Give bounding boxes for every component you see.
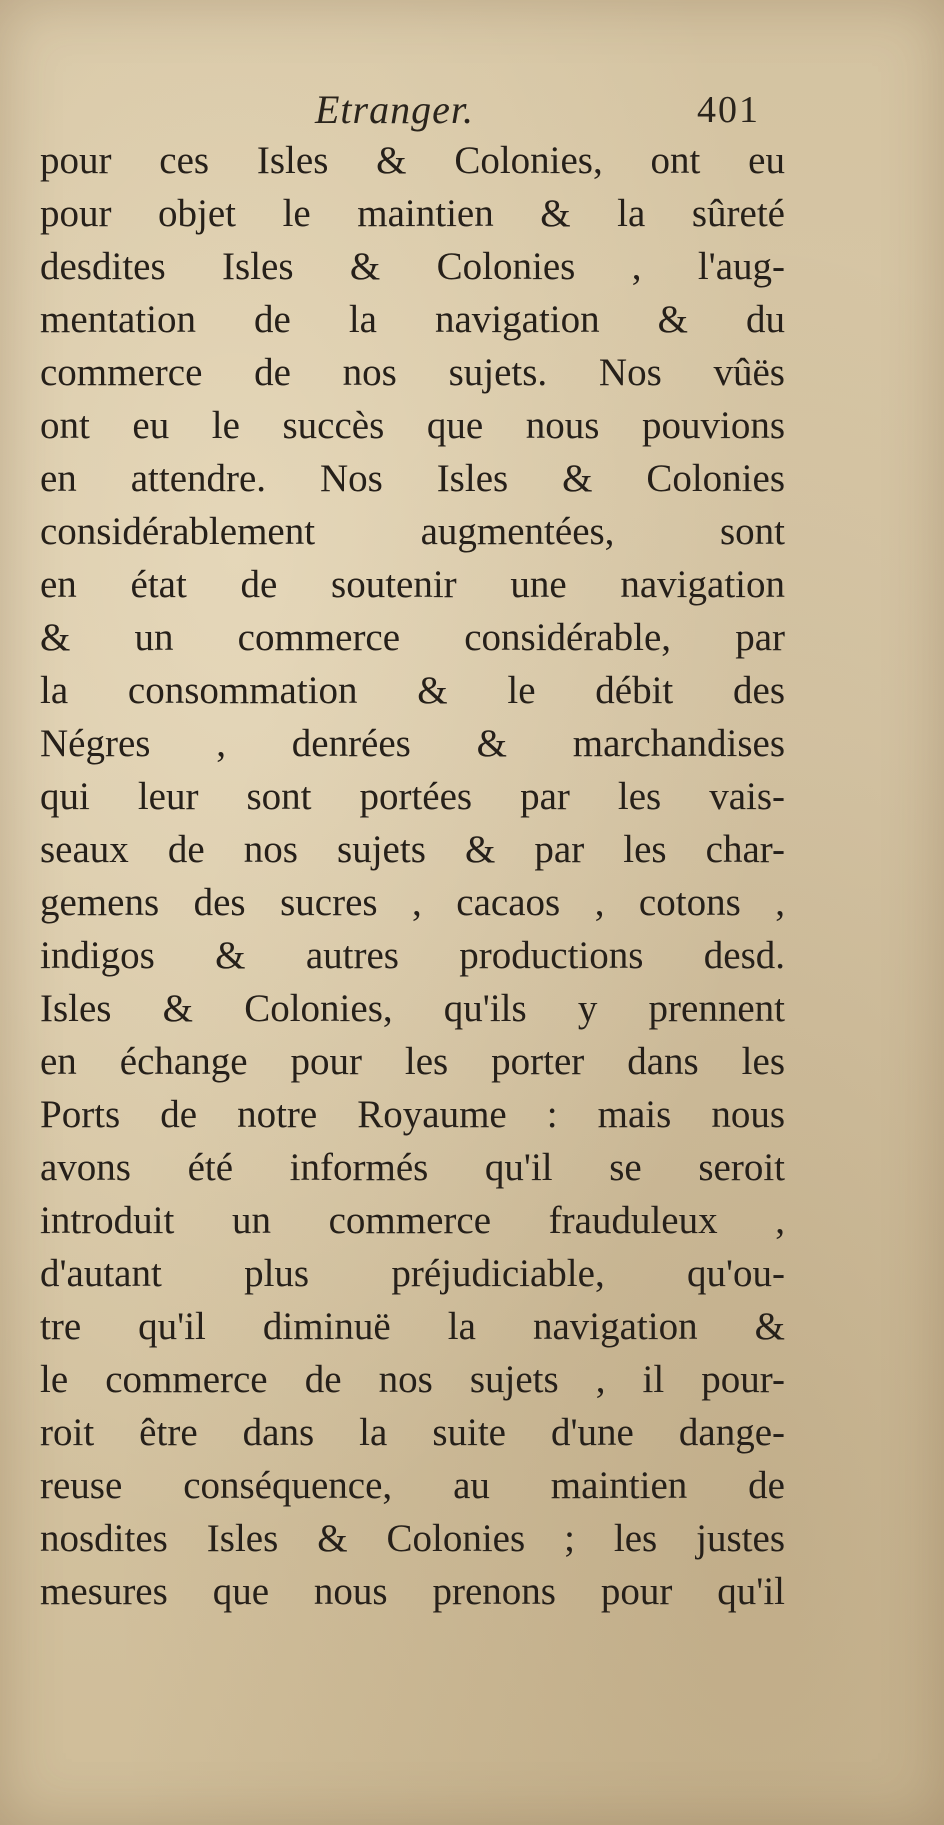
- text-line: introduit un commerce frauduleux ,: [40, 1199, 785, 1242]
- text-line: ont eu le succès que nous pouvions: [40, 404, 785, 447]
- text-line: & un commerce considérable, par: [40, 616, 785, 659]
- text-line: commerce de nos sujets. Nos vûës: [40, 351, 785, 394]
- text-line: qui leur sont portées par les vais-: [40, 775, 785, 818]
- text-line: mesures que nous prenons pour qu'il: [40, 1570, 785, 1613]
- text-line: en attendre. Nos Isles & Colonies: [40, 457, 785, 500]
- text-line: Ports de notre Royaume : mais nous: [40, 1093, 785, 1136]
- text-line: le commerce de nos sujets , il pour-: [40, 1358, 785, 1401]
- page-header: [0, 86, 944, 136]
- text-line: d'autant plus préjudiciable, qu'ou-: [40, 1252, 785, 1295]
- text-line: avons été informés qu'il se seroit: [40, 1146, 785, 1189]
- text-line: mentation de la navigation & du: [40, 298, 785, 341]
- text-line: roit être dans la suite d'une dange-: [40, 1411, 785, 1454]
- text-line: pour ces Isles & Colonies, ont eu: [40, 139, 785, 182]
- text-line: considérablement augmentées, sont: [40, 510, 785, 553]
- text-line: Isles & Colonies, qu'ils y prennent: [40, 987, 785, 1030]
- page-number: 401: [697, 89, 760, 131]
- text-line: Négres , denrées & marchandises: [40, 722, 785, 765]
- text-line: en échange pour les porter dans les: [40, 1040, 785, 1083]
- text-line: la consommation & le débit des: [40, 669, 785, 712]
- text-line: pour objet le maintien & la sûreté: [40, 192, 785, 235]
- text-line: en état de soutenir une navigation: [40, 563, 785, 606]
- body-text: [40, 134, 785, 1618]
- text-line: desdites Isles & Colonies , l'aug-: [40, 245, 785, 288]
- text-line: indigos & autres productions desd.: [40, 934, 785, 977]
- text-line: seaux de nos sujets & par les char-: [40, 828, 785, 871]
- text-line: nosdites Isles & Colonies ; les justes: [40, 1517, 785, 1560]
- text-line: reuse conséquence, au maintien de: [40, 1464, 785, 1507]
- text-line: tre qu'il diminuë la navigation &: [40, 1305, 785, 1348]
- running-head: Etranger.: [315, 87, 474, 132]
- text-line: gemens des sucres , cacaos , cotons ,: [40, 881, 785, 924]
